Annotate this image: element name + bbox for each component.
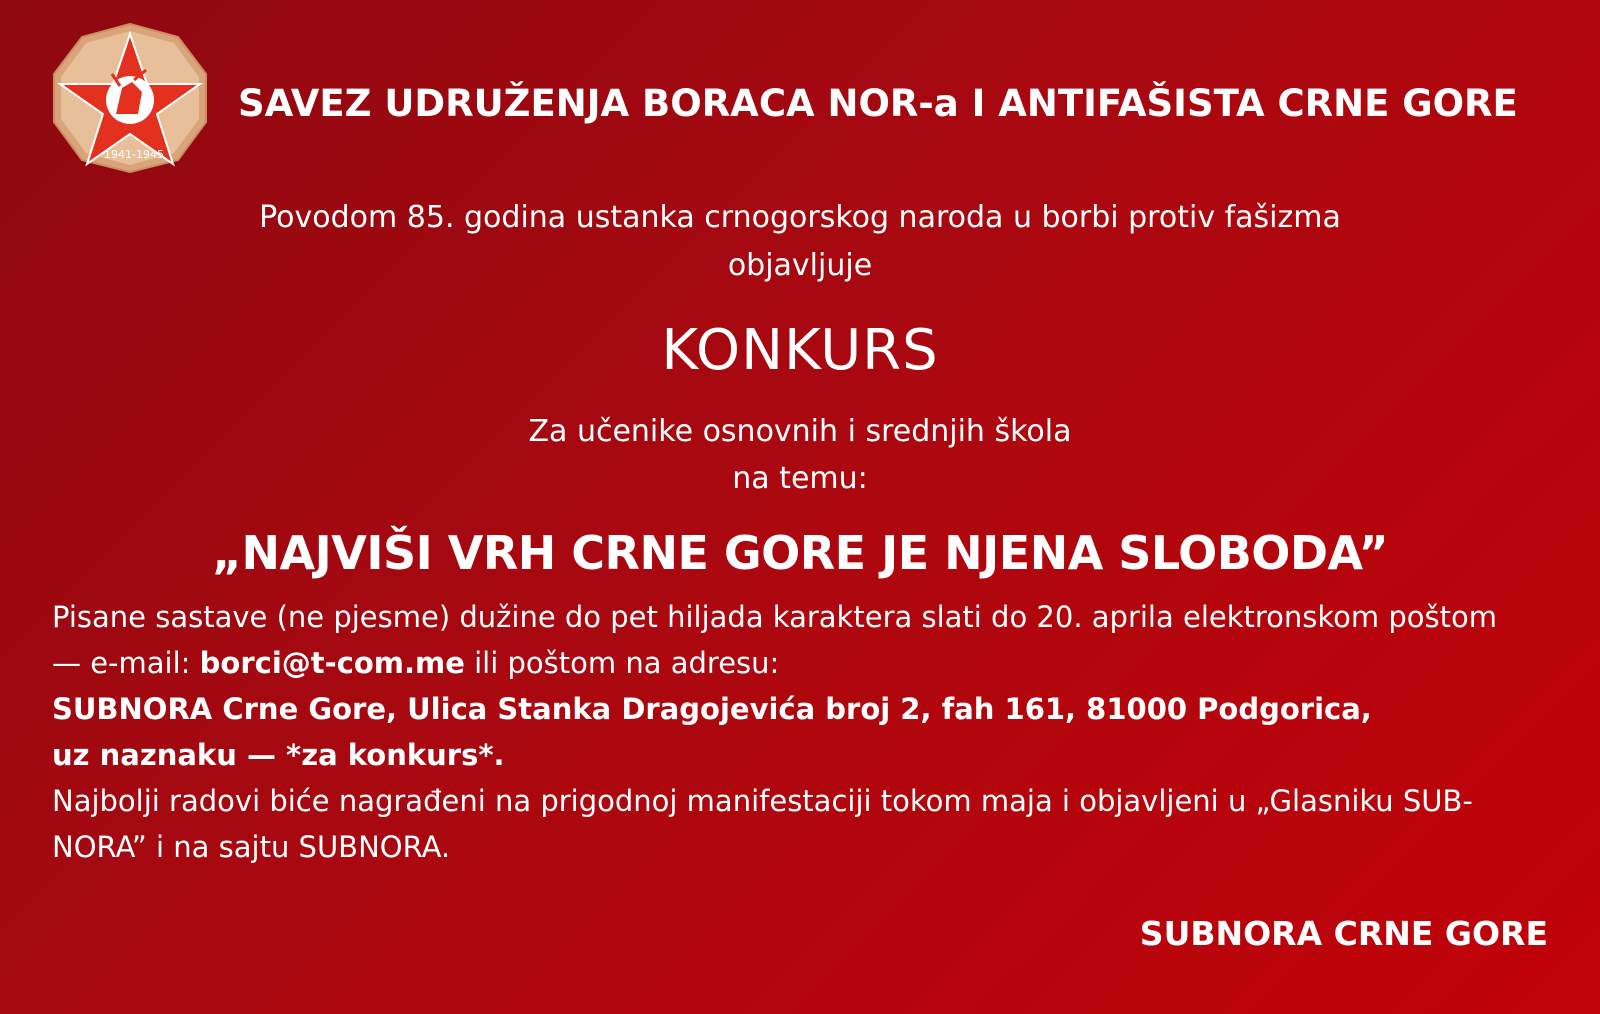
announcement-title: KONKURS [661, 318, 939, 383]
subnora-star-emblem-icon [50, 22, 210, 174]
details-line-1: Pisane sastave (ne pjesme) dužine do pet hiljada karaktera slati do 20. aprila elektronskom poštom [52, 600, 1497, 634]
submission-note: uz naznaku — *za konkurs*. [52, 738, 505, 772]
contest-details [52, 594, 1552, 870]
intro-verb: objavljuje [727, 248, 873, 283]
signature: SUBNORA CRNE GORE [1139, 914, 1548, 953]
contest-topic: „NAJVIŠI VRH CRNE GORE JE NJENA SLOBODA” [211, 526, 1389, 580]
logo-years: 1941-1945 [104, 148, 164, 161]
closing-line-1: Najbolji radovi biće nagrađeni na prigodnoj manifestaciji tokom maja i objavljeni u „Glasniku SUB- [52, 784, 1473, 818]
details-line-2 [52, 640, 1552, 686]
audience-topic-label: na temu: [732, 461, 868, 496]
email-prefix: — e-mail: [52, 646, 200, 680]
postal-address: SUBNORA Crne Gore, Ulica Stanka Dragojevića broj 2, fah 161, 81000 Podgorica, [52, 692, 1372, 726]
intro-line: Povodom 85. godina ustanka crnogorskog naroda u borbi protiv fašizma [259, 200, 1341, 235]
organization-title: SAVEZ UDRUŽENJA BORACA NOR-a I ANTIFAŠISTA CRNE GORE [238, 82, 1518, 125]
closing-line-2: NORA” i na sajtu SUBNORA. [52, 830, 451, 864]
email-address-link[interactable]: borci@t-com.me [199, 646, 465, 680]
post-suffix: ili poštom na adresu: [464, 646, 780, 680]
audience-line: Za učenike osnovnih i srednjih škola [528, 414, 1072, 449]
